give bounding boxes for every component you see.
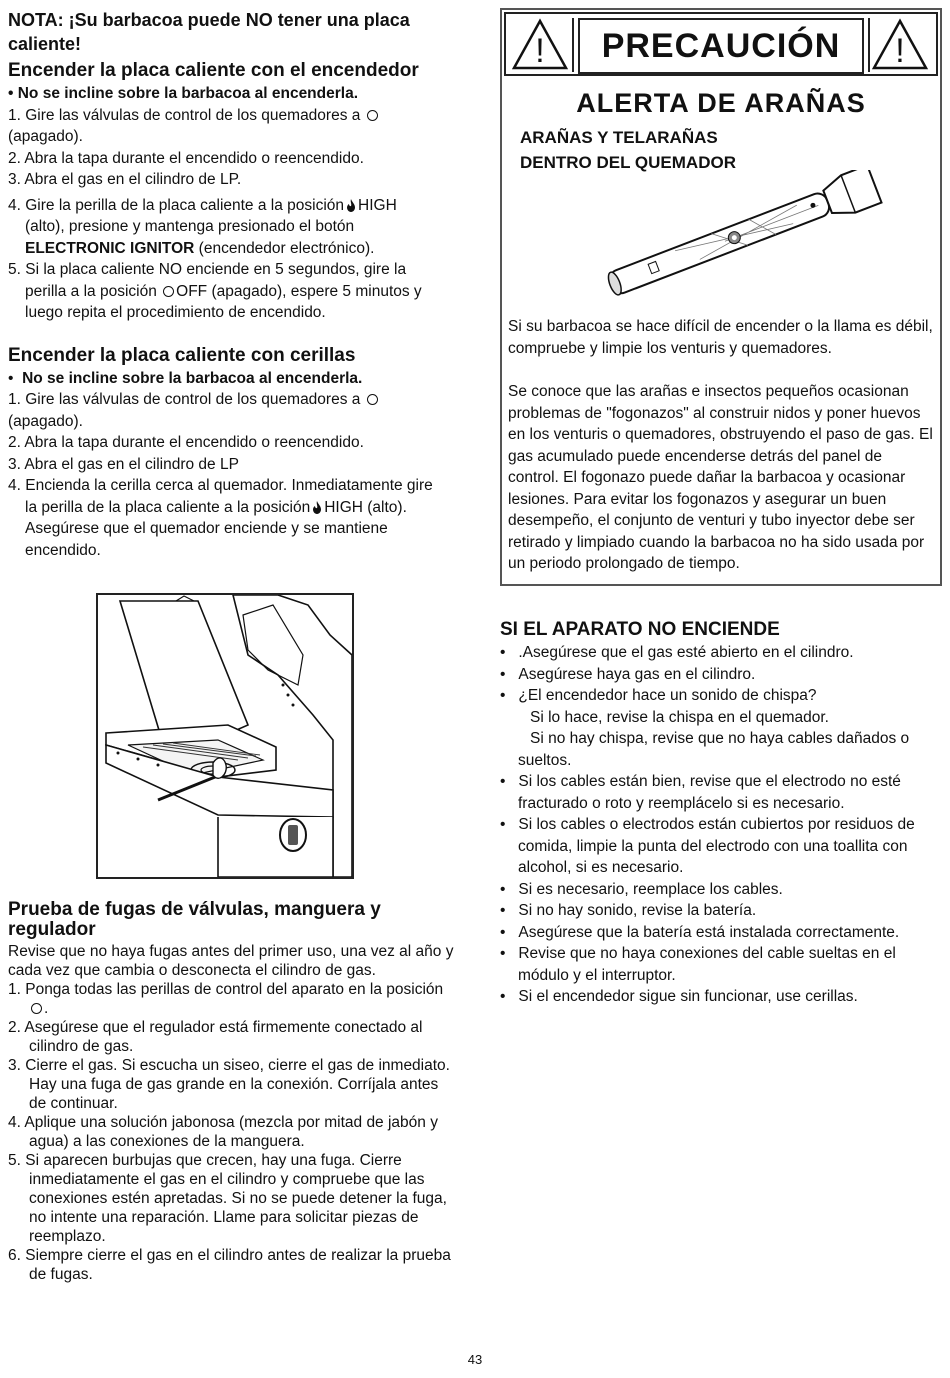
matches-step-4: 4. Encienda la cerilla cerca al quemador. Inmediatamente gire bbox=[8, 477, 433, 494]
troubleshoot-section bbox=[500, 618, 940, 1008]
spider-subtitle: ARAÑAS Y TELARAÑAS DENTRO DEL QUEMADOR bbox=[520, 128, 736, 172]
svg-text:!: ! bbox=[895, 32, 905, 70]
troubleshoot-title: SI EL APARATO NO ENCIENDE bbox=[500, 619, 780, 640]
warning-triangle-icon bbox=[510, 18, 574, 72]
troubleshoot-item: • Asegúrese que la batería está instalada correctamente. bbox=[500, 923, 900, 941]
matches-step-4c: Asegúrese que el quemador enciende y se mantiene bbox=[25, 520, 388, 537]
igniter-step-5b: perilla a la posición OFF (apagado), espere 5 minutos y bbox=[25, 282, 422, 300]
caution-header bbox=[504, 12, 938, 76]
leak-test-step-4: 4. Aplique una solución jabonosa (mezcla por mitad de jabón y agua) a las conexiones de la manguera. bbox=[8, 1114, 438, 1150]
troubleshoot-item: • ¿El encendedor hace un sonido de chispa? bbox=[500, 687, 817, 704]
matches-step-3: 3. Abra el gas en el cilindro de LP bbox=[8, 455, 239, 473]
flame-high-icon bbox=[346, 199, 356, 212]
leak-test-title-1: Prueba de fugas de válvulas, manguera y bbox=[8, 899, 381, 920]
spider-alert-title: ALERTA DE ARAÑAS bbox=[576, 88, 866, 118]
note-line-1: NOTA: ¡Su barbacoa puede NO tener una placa bbox=[8, 10, 410, 30]
matches-step-1: 1. Gire las válvulas de control de los quemadores a bbox=[8, 389, 454, 411]
troubleshoot-item: • Si el encendedor sigue sin funcionar, use cerillas. bbox=[500, 988, 858, 1005]
circle-off-icon bbox=[163, 286, 174, 297]
igniter-step-3: 3. Abra el gas en el cilindro de LP. bbox=[8, 171, 242, 188]
igniter-step-2: 2. Abra la tapa durante el encendido o reencendido. bbox=[8, 149, 364, 167]
igniter-step-4b: (alto), presione y mantenga presionado el botón bbox=[25, 218, 355, 235]
igniter-step-4c: ELECTRONIC IGNITOR (encendedor electrónico). bbox=[25, 239, 375, 257]
page-number: 43 bbox=[467, 1352, 483, 1367]
igniter-step-4: 4. Gire la perilla de la placa caliente a la posición HIGH bbox=[8, 196, 397, 214]
leak-test-step-6: 6. Siempre cierre el gas en el cilindro antes de realizar la prueba de fugas. bbox=[8, 1247, 451, 1283]
left-column-top bbox=[8, 8, 454, 561]
leak-test-title-2: regulador bbox=[8, 919, 96, 940]
side-burner-illustration bbox=[96, 593, 354, 879]
note-line-2: caliente! bbox=[8, 34, 82, 54]
matches-step-2: 2. Abra la tapa durante el encendido o reencendido. bbox=[8, 434, 364, 451]
troubleshoot-item: • Asegúrese haya gas en el cilindro. bbox=[500, 665, 756, 683]
leak-test-section bbox=[8, 900, 454, 1284]
leak-test-intro: Revise que no haya fugas antes del primer uso, una vez al año y cada vez que cambia o desconecta el cilindro de gas. bbox=[8, 943, 454, 979]
troubleshoot-item: • Si no hay sonido, revise la batería. bbox=[500, 902, 757, 919]
leak-test-step-2: 2. Asegúrese que el regulador está firmemente conectado al cilindro de gas. bbox=[8, 1019, 423, 1055]
leak-test-step-1: 1. Ponga todas las perillas de control del aparato en la posición . bbox=[8, 981, 444, 1017]
matches-step-4b: la perilla de la placa caliente a la posición HIGH (alto). bbox=[25, 498, 407, 516]
circle-off-icon bbox=[31, 1003, 42, 1014]
troubleshoot-subitem: Si lo hace, revise la chispa en el quemador. bbox=[530, 708, 829, 726]
troubleshoot-item: • Si los cables están bien, revise que el electrodo no esté fracturado o roto y reemplácelo si es necesario. bbox=[500, 773, 901, 812]
igniter-step-5c: luego repita el procedimiento de encendido. bbox=[25, 304, 326, 321]
caution-box bbox=[500, 8, 942, 586]
caution-paragraph-2: Se conoce que las arañas e insectos pequeños ocasionan problemas de "fogonazos" al construir nidos y poner huevos en los venturis o quemadores, obstruyendo el paso de gas. El gas acumulado puede encenderse detrás del panel de control. El fogonazo puede dañar la barbacoa y ocasionar lesiones. Para evitar los fogonazos y asegurar un buen desempeño, el conjunto de venturi y tubo inyector debe ser retirado y limpiado cuando la barbacoa no ha sido usada por un periodo prolongado de tiempo. bbox=[508, 383, 933, 572]
troubleshoot-item: • Si es necesario, reemplace los cables. bbox=[500, 880, 783, 898]
circle-off-icon bbox=[367, 110, 378, 121]
section-igniter-warning: • No se incline sobre la barbacoa al encenderla. bbox=[8, 85, 359, 102]
burner-tube-illustration bbox=[594, 170, 894, 300]
leak-test-step-3: 3. Cierre el gas. Si escucha un siseo, cierre el gas de inmediato. Hay una fuga de gas grande en la conexión. Corríjala antes de continuar. bbox=[8, 1057, 450, 1112]
caution-paragraph-1: Si su barbacoa se hace difícil de encender o la llama es débil, compruebe y limpie los venturis y quemadores. bbox=[508, 318, 933, 357]
caution-title: PRECAUCIÓN bbox=[578, 18, 864, 74]
igniter-step-5: 5. Si la placa caliente NO enciende en 5 segundos, gire la bbox=[8, 261, 407, 278]
igniter-step-1b: (apagado). bbox=[8, 128, 83, 145]
troubleshoot-item: • Si los cables o electrodos están cubiertos por residuos de comida, limpie la punta del electrodo con una toallita con alcohol, si es necesario. bbox=[500, 816, 915, 876]
section-matches-title: Encender la placa caliente con cerillas bbox=[8, 344, 356, 366]
troubleshoot-item: • Revise que no haya conexiones del cable sueltas en el módulo y el interruptor. bbox=[500, 945, 896, 984]
troubleshoot-subitem: Si no hay chispa, revise que no haya cables dañados o sueltos. bbox=[518, 730, 910, 769]
section-matches-warning: • No se incline sobre la barbacoa al encenderla. bbox=[8, 369, 363, 387]
troubleshoot-item: • .Asegúrese que el gas esté abierto en el cilindro. bbox=[500, 644, 854, 661]
warning-triangle-icon bbox=[868, 18, 932, 72]
flame-high-icon bbox=[312, 501, 322, 514]
svg-text:!: ! bbox=[535, 32, 545, 70]
igniter-step-1: 1. Gire las válvulas de control de los quemadores a bbox=[8, 105, 454, 127]
matches-step-1b: (apagado). bbox=[8, 412, 83, 430]
section-igniter-title: Encender la placa caliente con el encendedor bbox=[8, 60, 419, 81]
leak-test-step-5: 5. Si aparecen burbujas que crecen, hay una fuga. Cierre inmediatamente el gas en el cilindro y compruebe que las conexiones estén apretadas. Si no se puede detener la fuga, no intente una reparación. Llame para solicitar piezas de reemplazo. bbox=[8, 1152, 447, 1245]
circle-off-icon bbox=[367, 394, 378, 405]
matches-step-4d: encendido. bbox=[25, 541, 101, 559]
